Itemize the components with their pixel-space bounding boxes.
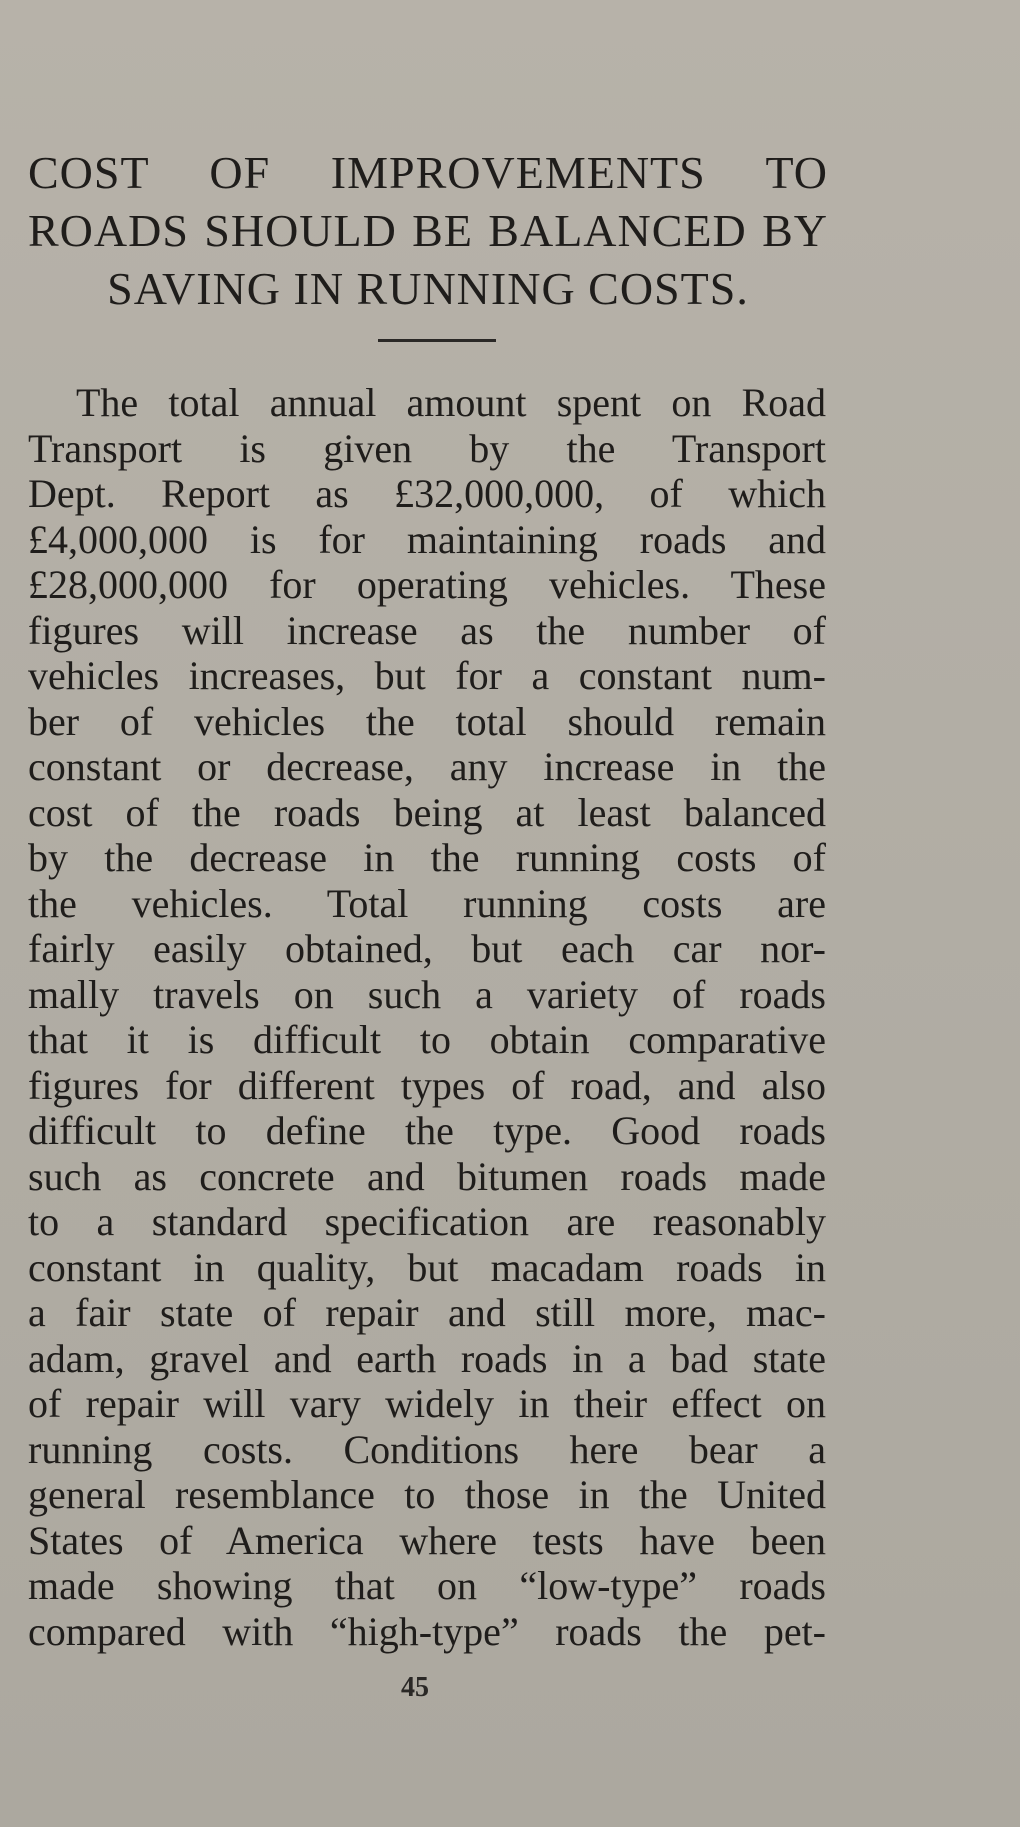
text-line: that it is difficult to obtain comparative xyxy=(28,1017,826,1062)
text-line: £28,000,000 for operating vehicles. These xyxy=(28,562,826,607)
heading-line: SAVING IN RUNNING COSTS. xyxy=(107,263,749,314)
text-line: fairly easily obtained, but each car nor- xyxy=(28,926,826,971)
text-line: adam, gravel and earth roads in a bad state xyxy=(28,1335,826,1381)
text-line: general resemblance to those in the United xyxy=(28,1472,826,1517)
section-divider xyxy=(378,339,496,342)
text-line: Dept. Report as £32,000,000, of which xyxy=(28,471,826,516)
text-line: of repair will vary widely in their effect on xyxy=(28,1381,826,1426)
text-line: The total annual amount spent on Road xyxy=(76,380,826,425)
text-line: mally travels on such a variety of roads xyxy=(28,971,826,1017)
text-line: running costs. Conditions here bear a xyxy=(28,1426,826,1472)
text-line: constant or decrease, any increase in the xyxy=(28,744,826,789)
text-line: cost of the roads being at least balanced xyxy=(28,789,826,835)
body-paragraph xyxy=(28,380,826,1654)
text-line: difficult to define the type. Good roads xyxy=(28,1108,826,1153)
page-number: 45 xyxy=(401,1672,429,1703)
text-line: such as concrete and bitumen roads made xyxy=(28,1153,826,1199)
text-line: compared with “high-type” roads the pet- xyxy=(28,1608,826,1654)
text-line: Transport is given by the Transport xyxy=(28,425,826,471)
heading-line: COST OF IMPROVEMENTS TO xyxy=(28,147,828,198)
text-line: the vehicles. Total running costs are xyxy=(28,880,826,926)
text-line: a fair state of repair and still more, mac- xyxy=(28,1290,826,1335)
page-heading xyxy=(28,144,828,318)
text-line: constant in quality, but macadam roads in xyxy=(28,1244,826,1290)
text-line: vehicles increases, but for a constant num- xyxy=(28,653,826,698)
text-line: £4,000,000 is for maintaining roads and xyxy=(28,516,826,562)
text-line: to a standard specification are reasonably xyxy=(28,1199,826,1244)
text-line: figures for different types of road, and also xyxy=(28,1062,826,1108)
text-line: figures will increase as the number of xyxy=(28,607,826,653)
text-line: States of America where tests have been xyxy=(28,1517,826,1563)
text-line: ber of vehicles the total should remain xyxy=(28,698,826,744)
text-line: made showing that on “low-type” roads xyxy=(28,1563,826,1608)
text-line: by the decrease in the running costs of xyxy=(28,835,826,880)
heading-line: ROADS SHOULD BE BALANCED BY xyxy=(28,205,828,256)
